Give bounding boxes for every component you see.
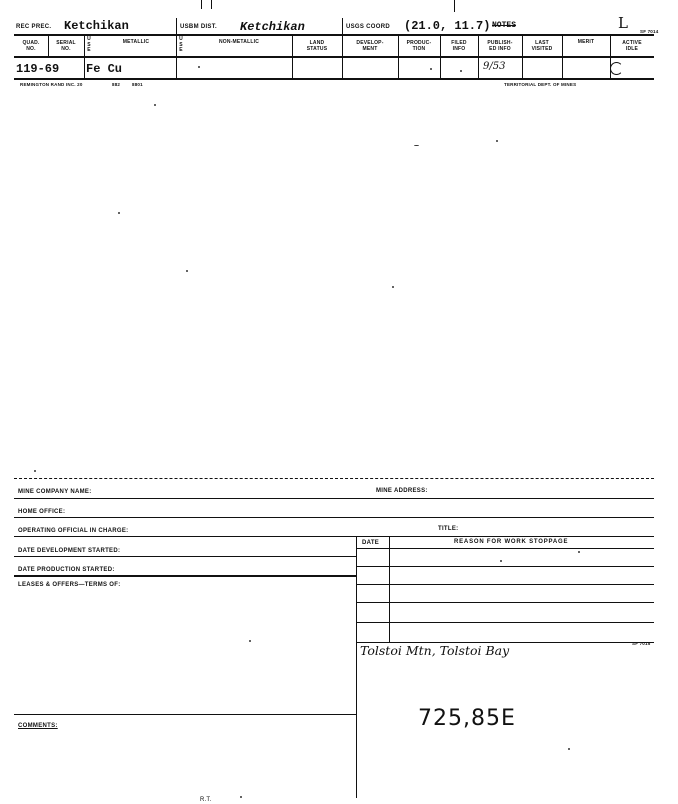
footer-code: 8801 [132, 82, 143, 87]
col-serial-no: SERIAL NO. [56, 40, 76, 52]
top-tick-mark [201, 0, 202, 9]
card-divider [356, 536, 357, 798]
comments-label: COMMENTS: [18, 723, 58, 729]
col-merit: MERIT [577, 39, 595, 45]
col-last-visited: LAST VISITED [531, 40, 553, 52]
col-uss-nonmetallic: U S E [179, 36, 183, 53]
col-active-idle: ACTIVE IDLE [622, 40, 642, 52]
mine-company-name-label: MINE COMPANY NAME: [18, 489, 92, 495]
operating-official-label: OPERATING OFFICIAL IN CHARGE: [18, 528, 129, 534]
printer-credit: REMINGTON RAND INC. 20 [20, 82, 83, 87]
handwritten-location: Tolstoi Mtn, Tolstoi Bay [360, 643, 510, 658]
col-land-status: LAND STATUS [306, 40, 328, 52]
col-metallic: METALLIC [122, 39, 150, 45]
date-header: DATE [362, 540, 380, 546]
date-production-label: DATE PRODUCTION STARTED: [18, 567, 115, 573]
footer-code: 882 [112, 82, 121, 87]
card-rule [14, 34, 654, 36]
mine-address-label: MINE ADDRESS: [376, 488, 428, 494]
usgs-coord-value: (21.0, 11.7) [404, 19, 491, 33]
card-rule [14, 56, 654, 58]
title-label: TITLE: [438, 526, 459, 532]
department-name: TERRITORIAL DEPT. OF MINES [504, 82, 577, 87]
usgs-coord-extra: NOTES [492, 21, 517, 30]
home-office-label: HOME OFFICE: [18, 509, 66, 515]
rec-prec-label: REC PREC. [16, 24, 52, 30]
corner-mark: L [618, 14, 628, 32]
form-number: SF 7015 [632, 641, 651, 646]
bottom-marks: R.T. [200, 797, 212, 803]
col-filed-info: FILED INFO [451, 40, 467, 52]
row-quad-serial: 119-69 [16, 62, 60, 76]
rec-prec-value: Ketchikan [64, 19, 129, 33]
card-rule [14, 78, 654, 80]
leases-offers-label: LEASES & OFFERS—TERMS OF: [18, 582, 121, 588]
row-metallic: Fe Cu [86, 62, 123, 76]
col-published-info: PUBLISH- ED INFO [487, 40, 513, 52]
card-top-edge [14, 478, 654, 479]
col-development: DEVELOP- MENT [356, 40, 384, 52]
col-quad-no: QUAD. NO. [22, 40, 40, 52]
usbm-dist-label: USBM DIST. [180, 24, 218, 30]
handwritten-number: 725,85E [418, 706, 516, 731]
reason-header: REASON FOR WORK STOPPAGE [454, 539, 569, 545]
top-tick-mark [454, 0, 455, 12]
row-published-info: 9/53 [483, 61, 506, 72]
form-number: SF 7014 [640, 29, 659, 34]
active-idle-mark-icon [610, 62, 623, 75]
usgs-coord-label: USGS COORD [346, 24, 391, 30]
col-uss-metallic: U S E [87, 36, 91, 53]
col-production: PRODUC- TION [406, 40, 432, 52]
usbm-dist-value: Ketchikan [240, 20, 305, 34]
top-tick-mark [211, 0, 212, 9]
date-development-label: DATE DEVELOPMENT STARTED: [18, 548, 121, 554]
col-non-metallic: NON-METALLIC [218, 39, 260, 45]
